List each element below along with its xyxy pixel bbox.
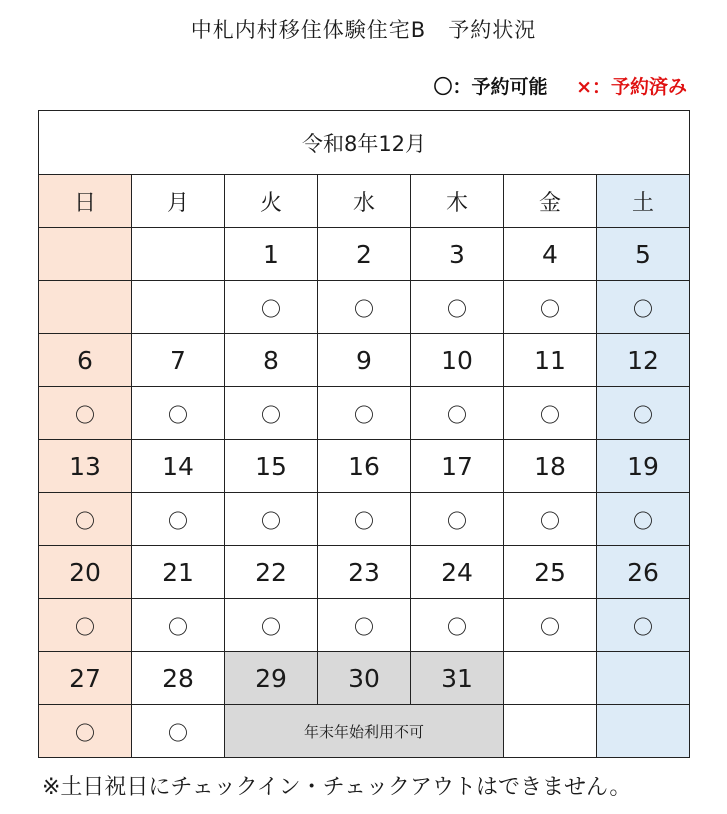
date-cell: 19 xyxy=(597,440,690,493)
week-3-dates xyxy=(39,440,690,493)
week-4-dates xyxy=(39,546,690,599)
closed-period-note: 年末年始利用不可 xyxy=(225,705,504,758)
status-cell: 〇 xyxy=(39,387,132,440)
status-cell: 〇 xyxy=(39,599,132,652)
date-cell: 12 xyxy=(597,334,690,387)
status-cell xyxy=(597,705,690,758)
status-cell: 〇 xyxy=(411,493,504,546)
status-cell: 〇 xyxy=(411,281,504,334)
weekday-sat: 土 xyxy=(597,175,690,228)
status-cell: 〇 xyxy=(318,493,411,546)
legend xyxy=(433,72,687,99)
reservation-calendar xyxy=(38,110,690,758)
date-cell: 7 xyxy=(132,334,225,387)
status-cell: 〇 xyxy=(39,705,132,758)
date-cell: 4 xyxy=(504,228,597,281)
status-cell: 〇 xyxy=(597,493,690,546)
week-2-status xyxy=(39,387,690,440)
date-cell: 13 xyxy=(39,440,132,493)
date-cell: 28 xyxy=(132,652,225,705)
date-cell-closed: 29 xyxy=(225,652,318,705)
status-cell: 〇 xyxy=(504,281,597,334)
date-cell: 23 xyxy=(318,546,411,599)
weekday-mon: 月 xyxy=(132,175,225,228)
date-cell: 17 xyxy=(411,440,504,493)
date-cell: 5 xyxy=(597,228,690,281)
status-cell: 〇 xyxy=(597,599,690,652)
week-5-dates xyxy=(39,652,690,705)
date-cell: 10 xyxy=(411,334,504,387)
page-title: 中札内村移住体験住宅B 予約状況 xyxy=(190,18,537,42)
weekday-sun: 日 xyxy=(39,175,132,228)
footnote: ※土日祝日にチェックイン・チェックアウトはできません。 xyxy=(42,775,632,800)
date-cell: 21 xyxy=(132,546,225,599)
status-cell: 〇 xyxy=(597,281,690,334)
status-cell: 〇 xyxy=(225,599,318,652)
date-cell: 6 xyxy=(39,334,132,387)
date-cell: 27 xyxy=(39,652,132,705)
week-2-dates xyxy=(39,334,690,387)
status-cell: 〇 xyxy=(597,387,690,440)
date-cell-closed: 30 xyxy=(318,652,411,705)
status-cell: 〇 xyxy=(225,387,318,440)
legend-booked: ×：予約済み xyxy=(576,76,687,98)
date-cell xyxy=(597,652,690,705)
date-cell: 25 xyxy=(504,546,597,599)
status-cell: 〇 xyxy=(132,705,225,758)
date-cell xyxy=(132,228,225,281)
date-cell-closed: 31 xyxy=(411,652,504,705)
status-cell: 〇 xyxy=(225,281,318,334)
week-3-status xyxy=(39,493,690,546)
status-cell: 〇 xyxy=(318,599,411,652)
date-cell: 24 xyxy=(411,546,504,599)
calendar-month-caption: 令和8年12月 xyxy=(39,111,690,175)
date-cell xyxy=(504,652,597,705)
week-1-status xyxy=(39,281,690,334)
legend-available: 〇：予約可能 xyxy=(433,76,548,98)
week-4-status xyxy=(39,599,690,652)
weekday-fri: 金 xyxy=(504,175,597,228)
weekday-thu: 木 xyxy=(411,175,504,228)
date-cell: 22 xyxy=(225,546,318,599)
status-cell: 〇 xyxy=(318,387,411,440)
date-cell: 20 xyxy=(39,546,132,599)
date-cell: 9 xyxy=(318,334,411,387)
weekday-header-row xyxy=(39,175,690,228)
status-cell: 〇 xyxy=(504,599,597,652)
date-cell: 1 xyxy=(225,228,318,281)
date-cell: 15 xyxy=(225,440,318,493)
status-cell: 〇 xyxy=(411,599,504,652)
date-cell: 16 xyxy=(318,440,411,493)
date-cell: 14 xyxy=(132,440,225,493)
status-cell: 〇 xyxy=(225,493,318,546)
date-cell: 2 xyxy=(318,228,411,281)
date-cell xyxy=(39,228,132,281)
date-cell: 3 xyxy=(411,228,504,281)
status-cell: 〇 xyxy=(504,493,597,546)
status-cell: 〇 xyxy=(504,387,597,440)
status-cell xyxy=(504,705,597,758)
status-cell: 〇 xyxy=(132,387,225,440)
date-cell: 11 xyxy=(504,334,597,387)
status-cell: 〇 xyxy=(318,281,411,334)
status-cell: 〇 xyxy=(132,599,225,652)
weekday-tue: 火 xyxy=(225,175,318,228)
week-5-status xyxy=(39,705,690,758)
week-1-dates xyxy=(39,228,690,281)
date-cell: 26 xyxy=(597,546,690,599)
status-cell: 〇 xyxy=(39,493,132,546)
weekday-wed: 水 xyxy=(318,175,411,228)
date-cell: 18 xyxy=(504,440,597,493)
status-cell xyxy=(39,281,132,334)
date-cell: 8 xyxy=(225,334,318,387)
status-cell: 〇 xyxy=(132,493,225,546)
status-cell: 〇 xyxy=(411,387,504,440)
status-cell xyxy=(132,281,225,334)
